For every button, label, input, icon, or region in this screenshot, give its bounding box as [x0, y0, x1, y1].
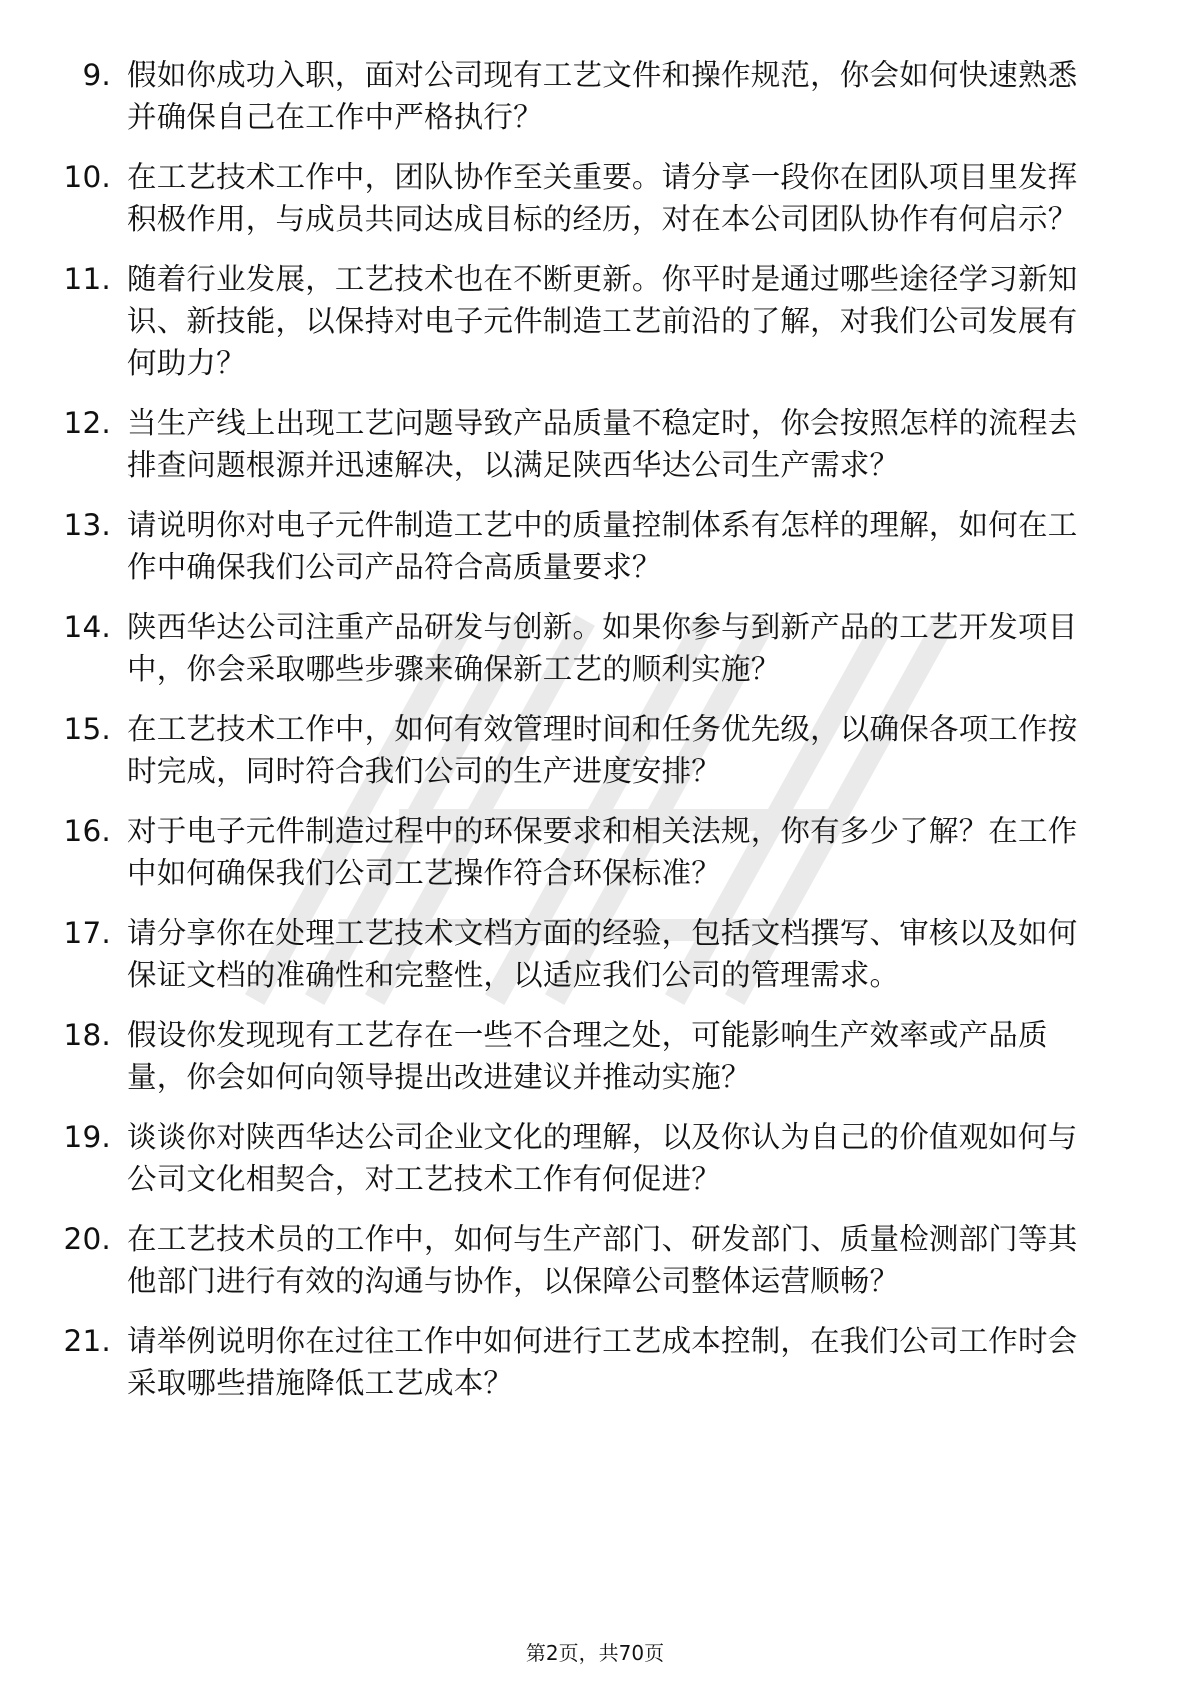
list-item [0, 912, 1190, 996]
list-item [0, 810, 1190, 894]
question-text: 假设你发现现有工艺存在一些不合理之处，可能影响生产效率或产品质量，你会如何向领导提出改进建议并推动实施？ [127, 1018, 1048, 1094]
question-text: 对于电子元件制造过程中的环保要求和相关法规，你有多少了解？在工作中如何确保我们公司工艺操作符合环保标准？ [127, 814, 1078, 890]
question-number: 19. [63, 1120, 111, 1154]
question-text: 在工艺技术工作中，团队协作至关重要。请分享一段你在团队项目里发挥积极作用，与成员共同达成目标的经历，对在本公司团队协作有何启示？ [127, 160, 1078, 236]
question-text: 请举例说明你在过往工作中如何进行工艺成本控制，在我们公司工作时会采取哪些措施降低工艺成本？ [127, 1324, 1078, 1400]
list-item [0, 54, 1190, 138]
question-number: 21. [63, 1324, 111, 1358]
list-item [0, 504, 1190, 588]
list-item [0, 606, 1190, 690]
question-text: 在工艺技术工作中，如何有效管理时间和任务优先级，以确保各项工作按时完成，同时符合我们公司的生产进度安排？ [127, 712, 1078, 788]
question-number: 20. [63, 1222, 111, 1256]
list-item [0, 1320, 1190, 1404]
list-item [0, 258, 1190, 384]
list-item [0, 402, 1190, 486]
question-number: 13. [63, 508, 111, 542]
question-number: 12. [63, 406, 111, 440]
question-number: 11. [63, 262, 111, 296]
list-item [0, 1014, 1190, 1098]
question-number: 16. [63, 814, 111, 848]
question-number: 10. [63, 160, 111, 194]
question-number: 15. [63, 712, 111, 746]
question-number: 9. [82, 58, 111, 92]
list-item [0, 1116, 1190, 1200]
list-item [0, 708, 1190, 792]
list-item [0, 1218, 1190, 1302]
question-text: 在工艺技术员的工作中，如何与生产部门、研发部门、质量检测部门等其他部门进行有效的沟通与协作，以保障公司整体运营顺畅？ [127, 1222, 1078, 1298]
question-number: 18. [63, 1018, 111, 1052]
question-list [0, 54, 1190, 1422]
question-number: 14. [63, 610, 111, 644]
question-text: 当生产线上出现工艺问题导致产品质量不稳定时，你会按照怎样的流程去排查问题根源并迅速解决，以满足陕西华达公司生产需求？ [127, 406, 1078, 482]
question-text: 谈谈你对陕西华达公司企业文化的理解，以及你认为自己的价值观如何与公司文化相契合，对工艺技术工作有何促进？ [127, 1120, 1078, 1196]
list-item [0, 156, 1190, 240]
page-number-footer: 第2页，共70页 [525, 1641, 665, 1665]
question-text: 随着行业发展，工艺技术也在不断更新。你平时是通过哪些途径学习新知识、新技能，以保持对电子元件制造工艺前沿的了解，对我们公司发展有何助力？ [127, 262, 1078, 380]
question-text: 陕西华达公司注重产品研发与创新。如果你参与到新产品的工艺开发项目中，你会采取哪些步骤来确保新工艺的顺利实施？ [127, 610, 1078, 686]
question-text: 请分享你在处理工艺技术文档方面的经验，包括文档撰写、审核以及如何保证文档的准确性和完整性，以适应我们公司的管理需求。 [127, 916, 1078, 992]
question-text: 请说明你对电子元件制造工艺中的质量控制体系有怎样的理解，如何在工作中确保我们公司产品符合高质量要求？ [127, 508, 1078, 584]
question-number: 17. [63, 916, 111, 950]
question-text: 假如你成功入职，面对公司现有工艺文件和操作规范，你会如何快速熟悉并确保自己在工作中严格执行？ [127, 58, 1078, 134]
